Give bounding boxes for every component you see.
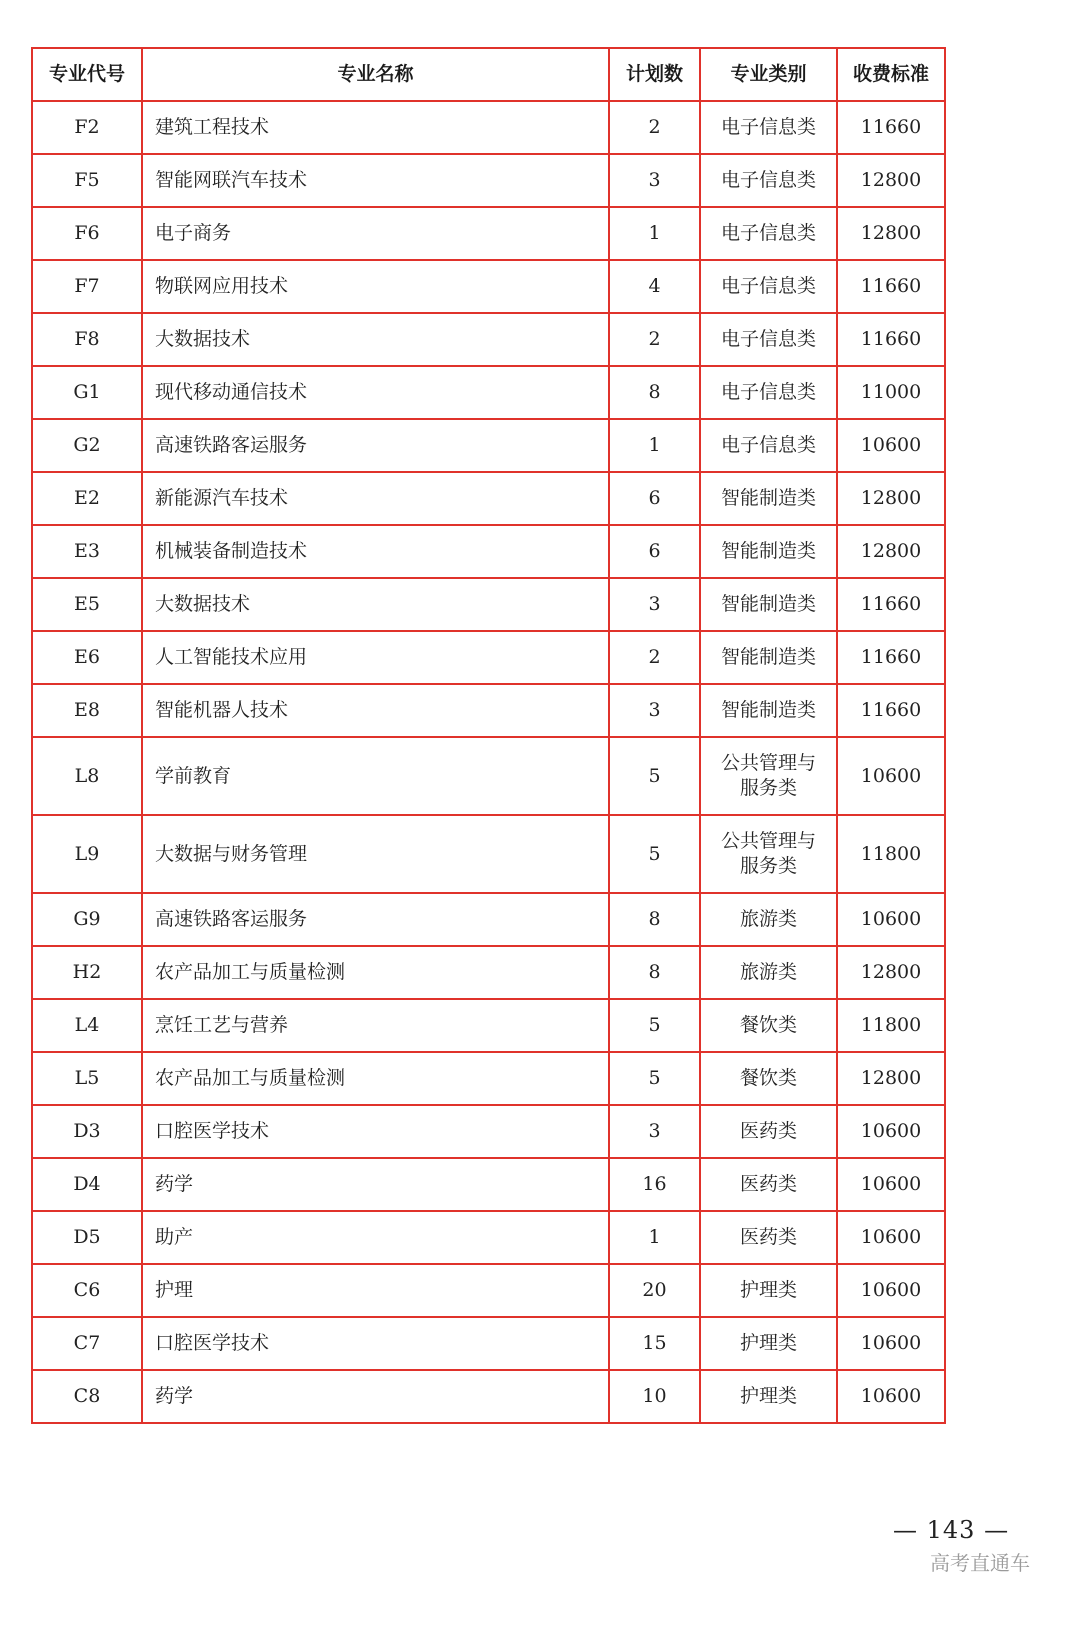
cell-major-code: E2 bbox=[32, 472, 142, 525]
cell-fee-standard: 11660 bbox=[837, 578, 945, 631]
cell-major-category: 电子信息类 bbox=[700, 313, 837, 366]
cell-plan-count: 5 bbox=[609, 815, 700, 893]
table-row bbox=[32, 1264, 945, 1317]
admissions-plan-table bbox=[31, 47, 946, 1424]
cell-fee-standard: 10600 bbox=[837, 1211, 945, 1264]
table-row bbox=[32, 366, 945, 419]
cell-major-code: G1 bbox=[32, 366, 142, 419]
cell-major-name: 建筑工程技术 bbox=[142, 101, 609, 154]
cell-major-name: 药学 bbox=[142, 1370, 609, 1423]
cell-major-category bbox=[700, 737, 837, 815]
cell-fee-standard: 10600 bbox=[837, 737, 945, 815]
watermark-text: 高考直通车 bbox=[930, 1551, 1030, 1575]
header-fee-standard: 收费标准 bbox=[837, 48, 945, 101]
table-row bbox=[32, 631, 945, 684]
cell-fee-standard: 11000 bbox=[837, 366, 945, 419]
cell-major-code: F7 bbox=[32, 260, 142, 313]
cell-major-code: F6 bbox=[32, 207, 142, 260]
table-row bbox=[32, 1105, 945, 1158]
table-row bbox=[32, 1211, 945, 1264]
cell-major-category: 智能制造类 bbox=[700, 472, 837, 525]
table-row bbox=[32, 154, 945, 207]
cell-major-name: 新能源汽车技术 bbox=[142, 472, 609, 525]
cell-major-name: 大数据技术 bbox=[142, 578, 609, 631]
cell-plan-count: 8 bbox=[609, 946, 700, 999]
cell-major-code: F2 bbox=[32, 101, 142, 154]
cell-fee-standard: 10600 bbox=[837, 1317, 945, 1370]
cell-plan-count: 2 bbox=[609, 313, 700, 366]
table-row bbox=[32, 999, 945, 1052]
table-row bbox=[32, 472, 945, 525]
cell-major-name: 农产品加工与质量检测 bbox=[142, 946, 609, 999]
cell-major-code: E5 bbox=[32, 578, 142, 631]
table-body bbox=[32, 101, 945, 1423]
cell-major-code: L8 bbox=[32, 737, 142, 815]
cell-major-category: 护理类 bbox=[700, 1264, 837, 1317]
table-row bbox=[32, 419, 945, 472]
cell-major-category: 电子信息类 bbox=[700, 101, 837, 154]
cell-major-code: H2 bbox=[32, 946, 142, 999]
header-plan-count: 计划数 bbox=[609, 48, 700, 101]
table-row bbox=[32, 525, 945, 578]
cell-major-category: 餐饮类 bbox=[700, 999, 837, 1052]
cell-major-code: C8 bbox=[32, 1370, 142, 1423]
cell-major-code: E8 bbox=[32, 684, 142, 737]
cell-major-code: C7 bbox=[32, 1317, 142, 1370]
table-row bbox=[32, 101, 945, 154]
table-row bbox=[32, 1370, 945, 1423]
table-row bbox=[32, 207, 945, 260]
cell-major-category: 护理类 bbox=[700, 1370, 837, 1423]
cell-fee-standard: 10600 bbox=[837, 893, 945, 946]
cell-major-name: 智能机器人技术 bbox=[142, 684, 609, 737]
cell-major-category: 餐饮类 bbox=[700, 1052, 837, 1105]
cell-major-code: L4 bbox=[32, 999, 142, 1052]
cell-plan-count: 6 bbox=[609, 472, 700, 525]
cell-fee-standard: 12800 bbox=[837, 472, 945, 525]
cell-major-name: 烹饪工艺与营养 bbox=[142, 999, 609, 1052]
cell-major-code: D5 bbox=[32, 1211, 142, 1264]
cell-fee-standard: 10600 bbox=[837, 1158, 945, 1211]
cell-fee-standard: 12800 bbox=[837, 207, 945, 260]
cell-plan-count: 3 bbox=[609, 1105, 700, 1158]
table-header-row bbox=[32, 48, 945, 101]
cell-major-name: 物联网应用技术 bbox=[142, 260, 609, 313]
category-line-2: 服务类 bbox=[739, 855, 797, 877]
cell-major-name: 学前教育 bbox=[142, 737, 609, 815]
table-row bbox=[32, 260, 945, 313]
cell-plan-count: 6 bbox=[609, 525, 700, 578]
cell-major-category: 电子信息类 bbox=[700, 366, 837, 419]
cell-plan-count: 1 bbox=[609, 207, 700, 260]
cell-fee-standard: 11800 bbox=[837, 815, 945, 893]
cell-plan-count: 4 bbox=[609, 260, 700, 313]
cell-major-category: 医药类 bbox=[700, 1211, 837, 1264]
cell-major-category: 智能制造类 bbox=[700, 684, 837, 737]
cell-major-name: 药学 bbox=[142, 1158, 609, 1211]
cell-plan-count: 2 bbox=[609, 631, 700, 684]
cell-major-category: 旅游类 bbox=[700, 893, 837, 946]
cell-fee-standard: 12800 bbox=[837, 1052, 945, 1105]
cell-major-code: F5 bbox=[32, 154, 142, 207]
cell-major-name: 高速铁路客运服务 bbox=[142, 419, 609, 472]
cell-major-name: 口腔医学技术 bbox=[142, 1105, 609, 1158]
cell-major-category: 智能制造类 bbox=[700, 578, 837, 631]
cell-fee-standard: 12800 bbox=[837, 154, 945, 207]
cell-major-code: L9 bbox=[32, 815, 142, 893]
cell-plan-count: 1 bbox=[609, 1211, 700, 1264]
cell-major-code: E3 bbox=[32, 525, 142, 578]
cell-major-name: 助产 bbox=[142, 1211, 609, 1264]
cell-plan-count: 15 bbox=[609, 1317, 700, 1370]
cell-major-category: 旅游类 bbox=[700, 946, 837, 999]
cell-plan-count: 2 bbox=[609, 101, 700, 154]
cell-major-category: 医药类 bbox=[700, 1158, 837, 1211]
cell-plan-count: 8 bbox=[609, 366, 700, 419]
table-row bbox=[32, 815, 945, 893]
category-line-1: 公共管理与 bbox=[720, 830, 816, 853]
cell-fee-standard: 11660 bbox=[837, 684, 945, 737]
cell-fee-standard: 11660 bbox=[837, 101, 945, 154]
cell-fee-standard: 12800 bbox=[837, 525, 945, 578]
cell-major-category: 医药类 bbox=[700, 1105, 837, 1158]
cell-major-category: 电子信息类 bbox=[700, 419, 837, 472]
cell-major-code: F8 bbox=[32, 313, 142, 366]
cell-major-category: 电子信息类 bbox=[700, 207, 837, 260]
table-row bbox=[32, 684, 945, 737]
cell-major-category bbox=[700, 815, 837, 893]
cell-plan-count: 20 bbox=[609, 1264, 700, 1317]
cell-fee-standard: 11660 bbox=[837, 313, 945, 366]
cell-major-category: 电子信息类 bbox=[700, 260, 837, 313]
header-major-code: 专业代号 bbox=[32, 48, 142, 101]
cell-major-name: 高速铁路客运服务 bbox=[142, 893, 609, 946]
cell-plan-count: 5 bbox=[609, 1052, 700, 1105]
cell-plan-count: 1 bbox=[609, 419, 700, 472]
cell-fee-standard: 10600 bbox=[837, 1370, 945, 1423]
table-row bbox=[32, 737, 945, 815]
cell-fee-standard: 11800 bbox=[837, 999, 945, 1052]
table-row bbox=[32, 578, 945, 631]
cell-major-code: D3 bbox=[32, 1105, 142, 1158]
cell-plan-count: 10 bbox=[609, 1370, 700, 1423]
cell-major-code: D4 bbox=[32, 1158, 142, 1211]
cell-plan-count: 16 bbox=[609, 1158, 700, 1211]
cell-major-name: 智能网联汽车技术 bbox=[142, 154, 609, 207]
table-row bbox=[32, 1317, 945, 1370]
cell-fee-standard: 10600 bbox=[837, 419, 945, 472]
cell-major-name: 农产品加工与质量检测 bbox=[142, 1052, 609, 1105]
cell-major-name: 现代移动通信技术 bbox=[142, 366, 609, 419]
cell-fee-standard: 11660 bbox=[837, 631, 945, 684]
cell-major-name: 护理 bbox=[142, 1264, 609, 1317]
category-line-1: 公共管理与 bbox=[720, 752, 816, 775]
cell-major-name: 电子商务 bbox=[142, 207, 609, 260]
cell-major-code: L5 bbox=[32, 1052, 142, 1105]
category-line-2: 服务类 bbox=[739, 777, 797, 799]
cell-major-category: 护理类 bbox=[700, 1317, 837, 1370]
cell-plan-count: 3 bbox=[609, 578, 700, 631]
cell-plan-count: 8 bbox=[609, 893, 700, 946]
cell-major-category: 电子信息类 bbox=[700, 154, 837, 207]
cell-major-name: 机械装备制造技术 bbox=[142, 525, 609, 578]
header-major-category: 专业类别 bbox=[700, 48, 837, 101]
cell-major-category: 智能制造类 bbox=[700, 631, 837, 684]
table-row bbox=[32, 893, 945, 946]
cell-plan-count: 3 bbox=[609, 684, 700, 737]
table-row bbox=[32, 946, 945, 999]
header-major-name: 专业名称 bbox=[142, 48, 609, 101]
cell-major-code: E6 bbox=[32, 631, 142, 684]
cell-major-code: G2 bbox=[32, 419, 142, 472]
cell-plan-count: 5 bbox=[609, 999, 700, 1052]
cell-plan-count: 3 bbox=[609, 154, 700, 207]
table-row bbox=[32, 313, 945, 366]
cell-major-name: 大数据技术 bbox=[142, 313, 609, 366]
cell-major-name: 大数据与财务管理 bbox=[142, 815, 609, 893]
cell-major-code: C6 bbox=[32, 1264, 142, 1317]
cell-major-name: 口腔医学技术 bbox=[142, 1317, 609, 1370]
table-row bbox=[32, 1052, 945, 1105]
cell-fee-standard: 10600 bbox=[837, 1105, 945, 1158]
cell-major-category: 智能制造类 bbox=[700, 525, 837, 578]
cell-major-code: G9 bbox=[32, 893, 142, 946]
table-row bbox=[32, 1158, 945, 1211]
page-number: — 143 — bbox=[893, 1516, 1010, 1544]
cell-fee-standard: 12800 bbox=[837, 946, 945, 999]
cell-fee-standard: 11660 bbox=[837, 260, 945, 313]
cell-major-name: 人工智能技术应用 bbox=[142, 631, 609, 684]
cell-fee-standard: 10600 bbox=[837, 1264, 945, 1317]
cell-plan-count: 5 bbox=[609, 737, 700, 815]
